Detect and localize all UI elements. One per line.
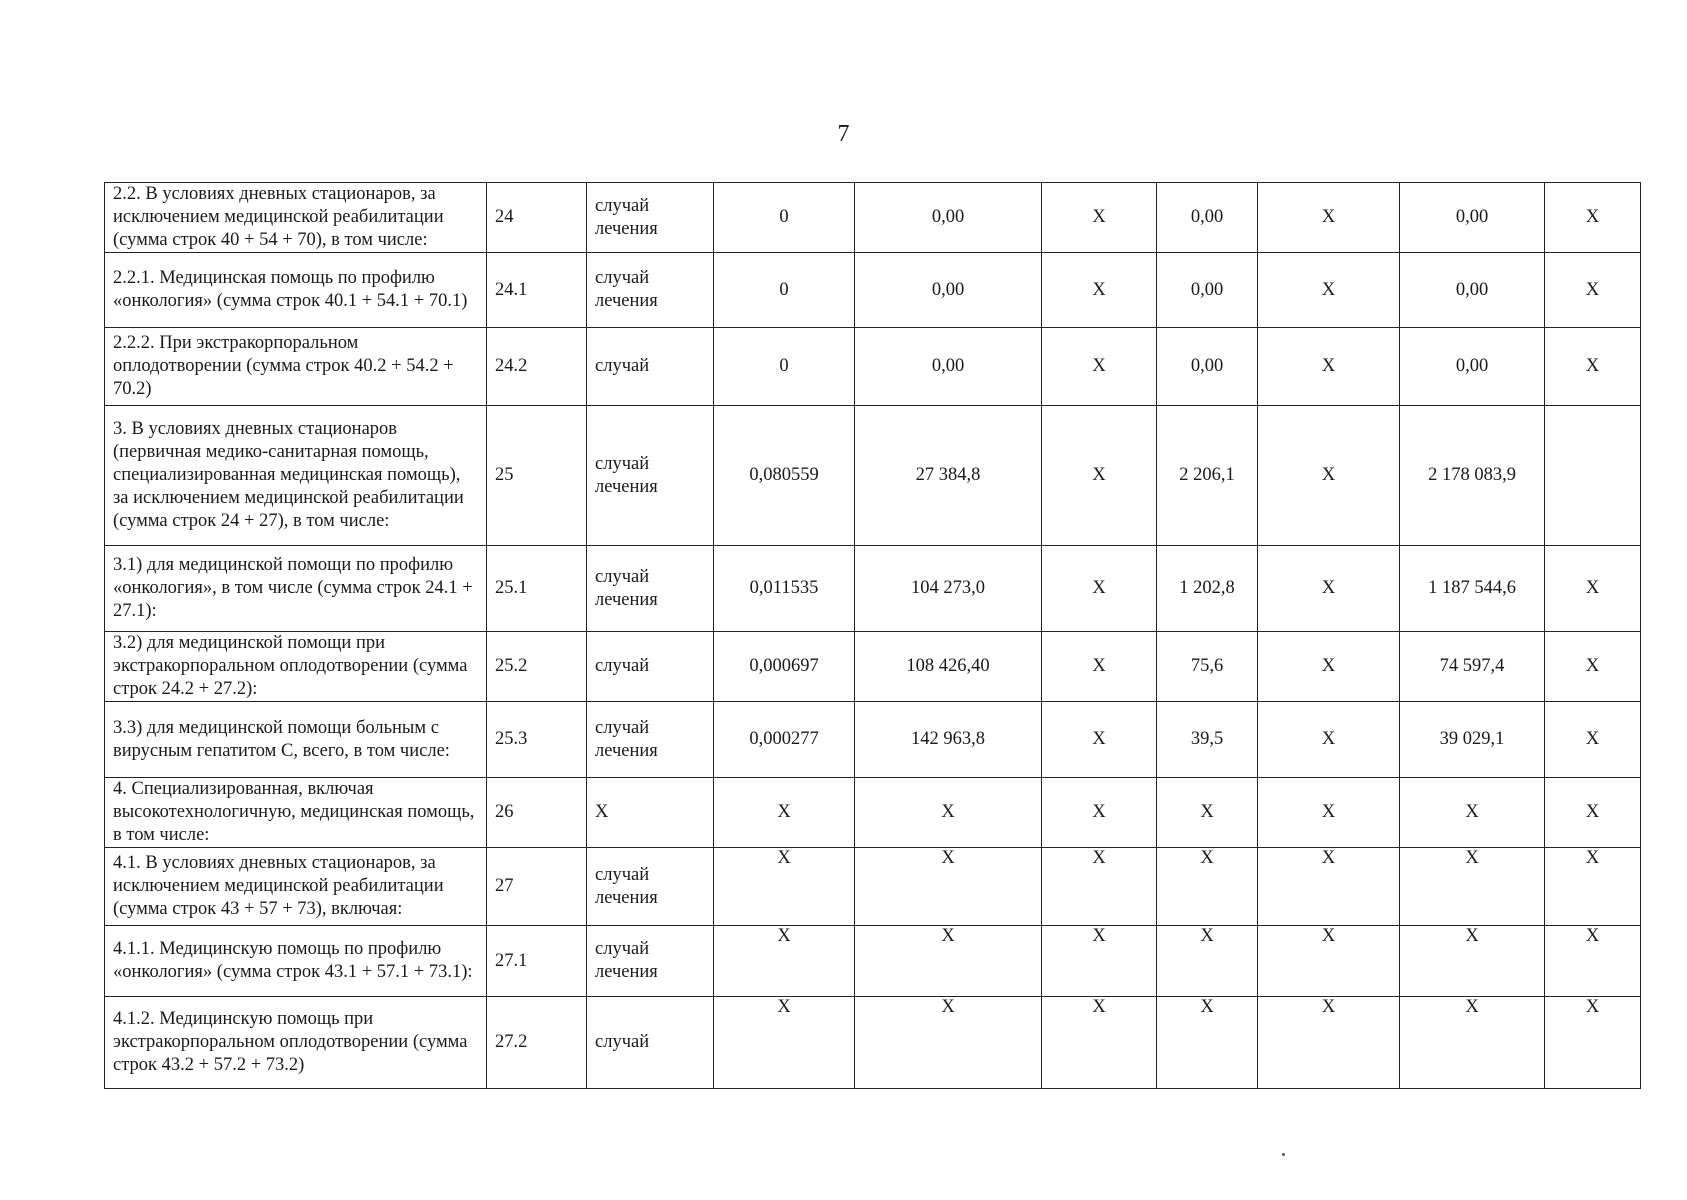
table-row (105, 702, 1641, 778)
table-row (105, 632, 1641, 702)
table-row (105, 546, 1641, 632)
row-description: 2.2.1. Медицинская помощь по профилю «онкология» (сумма строк 40.1 + 54.1 + 70.1) (105, 253, 487, 328)
value-cell: 2 206,1 (1157, 406, 1258, 546)
table-row (105, 328, 1641, 406)
value-cell: 0 (714, 183, 855, 253)
value-cell: 104 273,0 (855, 546, 1042, 632)
value-text: Х (1585, 997, 1600, 1017)
value-cell: 0,011535 (714, 546, 855, 632)
value-text: Х (1092, 997, 1106, 1017)
value-cell: Х (1545, 778, 1641, 848)
row-description: 3.3) для медицинской помощи больным с вирусным гепатитом С, всего, в том числе: (105, 702, 487, 778)
value-cell: 0 (714, 328, 855, 406)
value-cell (1545, 926, 1641, 997)
row-code: 27.1 (487, 926, 587, 997)
value-cell: Х (1042, 253, 1157, 328)
value-cell: 39 029,1 (1400, 702, 1545, 778)
value-cell: 0,00 (855, 183, 1042, 253)
value-cell: Х (1258, 702, 1400, 778)
value-cell: 74 597,4 (1400, 632, 1545, 702)
value-cell (1258, 997, 1400, 1089)
value-cell: 39,5 (1157, 702, 1258, 778)
value-cell (714, 926, 855, 997)
value-cell: 75,6 (1157, 632, 1258, 702)
value-cell: Х (1042, 183, 1157, 253)
value-text: Х (1321, 848, 1336, 868)
data-table (104, 182, 1641, 1089)
row-unit: Х (587, 778, 714, 848)
row-description: 4.1.2. Медицинскую помощь при экстракорпоральном оплодотворении (сумма строк 43.2 + 57.2 + 73.2) (105, 997, 487, 1089)
row-description: 2.2.2. При экстракорпоральном оплодотворении (сумма строк 40.2 + 54.2 + 70.2) (105, 328, 487, 406)
value-cell (855, 848, 1042, 926)
value-cell: Х (1258, 253, 1400, 328)
value-cell: 0,000697 (714, 632, 855, 702)
value-cell (1258, 926, 1400, 997)
row-unit: случай лечения (587, 546, 714, 632)
value-cell: Х (1258, 328, 1400, 406)
value-text: Х (1200, 848, 1214, 868)
value-cell: 0,000277 (714, 702, 855, 778)
value-cell: Х (1545, 328, 1641, 406)
table-row (105, 253, 1641, 328)
table-row (105, 406, 1641, 546)
value-cell: 1 202,8 (1157, 546, 1258, 632)
value-text: Х (777, 848, 791, 868)
row-unit: случай лечения (587, 253, 714, 328)
value-cell: Х (1157, 778, 1258, 848)
value-cell (1545, 997, 1641, 1089)
value-cell (1545, 848, 1641, 926)
value-cell (1400, 848, 1545, 926)
value-text: Х (1585, 926, 1600, 946)
value-text: Х (1585, 848, 1600, 868)
value-cell: 0,00 (855, 253, 1042, 328)
value-cell (855, 997, 1042, 1089)
row-code: 25.2 (487, 632, 587, 702)
row-description: 2.2. В условиях дневных стационаров, за исключением медицинской реабилитации (сумма строк 40 + 54 + 70), в том числе: (105, 183, 487, 253)
value-cell (1400, 926, 1545, 997)
value-cell: Х (1042, 778, 1157, 848)
value-text: Х (777, 997, 791, 1017)
value-text: Х (1200, 926, 1214, 946)
value-cell: Х (1042, 632, 1157, 702)
value-cell (1042, 997, 1157, 1089)
value-cell: Х (1258, 778, 1400, 848)
value-text: Х (1465, 926, 1479, 946)
value-text: Х (941, 997, 955, 1017)
value-text: Х (1321, 926, 1336, 946)
value-cell: Х (1545, 702, 1641, 778)
row-description: 4. Специализированная, включая высокотехнологичную, медицинская помощь, в том числе: (105, 778, 487, 848)
value-cell: 0 (714, 253, 855, 328)
value-cell: Х (1042, 328, 1157, 406)
value-text: Х (1321, 997, 1336, 1017)
row-description: 4.1. В условиях дневных стационаров, за исключением медицинской реабилитации (сумма строк 43 + 57 + 73), включая: (105, 848, 487, 926)
value-cell: Х (1258, 183, 1400, 253)
value-cell (1157, 997, 1258, 1089)
row-code: 27 (487, 848, 587, 926)
row-unit: случай лечения (587, 406, 714, 546)
value-cell: 27 384,8 (855, 406, 1042, 546)
value-cell: 0,00 (1157, 328, 1258, 406)
row-code: 25 (487, 406, 587, 546)
value-text: Х (941, 848, 955, 868)
row-unit: случай лечения (587, 702, 714, 778)
value-cell: Х (1545, 632, 1641, 702)
table-row (105, 926, 1641, 997)
value-cell: Х (1258, 632, 1400, 702)
row-unit: случай (587, 328, 714, 406)
value-cell: Х (1042, 546, 1157, 632)
value-cell: Х (1258, 546, 1400, 632)
row-unit: случай лечения (587, 848, 714, 926)
value-cell: 0,080559 (714, 406, 855, 546)
row-code: 24 (487, 183, 587, 253)
table-row (105, 848, 1641, 926)
value-text: Х (1465, 848, 1479, 868)
value-cell: 2 178 083,9 (1400, 406, 1545, 546)
value-cell: 0,00 (1400, 183, 1545, 253)
value-cell (1258, 848, 1400, 926)
row-description: 4.1.1. Медицинскую помощь по профилю «онкология» (сумма строк 43.1 + 57.1 + 73.1): (105, 926, 487, 997)
row-code: 24.2 (487, 328, 587, 406)
row-code: 26 (487, 778, 587, 848)
row-unit: случай лечения (587, 183, 714, 253)
value-cell (1400, 997, 1545, 1089)
value-cell: Х (1545, 546, 1641, 632)
value-cell: Х (1545, 253, 1641, 328)
row-unit: случай лечения (587, 926, 714, 997)
value-cell: 142 963,8 (855, 702, 1042, 778)
table-row (105, 997, 1641, 1089)
row-code: 24.1 (487, 253, 587, 328)
row-description: 3.2) для медицинской помощи при экстракорпоральном оплодотворении (сумма строк 24.2 + 27.2): (105, 632, 487, 702)
value-text: Х (1200, 997, 1214, 1017)
table-row (105, 183, 1641, 253)
value-cell: 1 187 544,6 (1400, 546, 1545, 632)
value-cell: Х (1042, 702, 1157, 778)
value-text: Х (1092, 848, 1106, 868)
row-code: 25.1 (487, 546, 587, 632)
value-cell: 0,00 (1400, 253, 1545, 328)
row-code: 27.2 (487, 997, 587, 1089)
table-row (105, 778, 1641, 848)
value-cell (855, 926, 1042, 997)
value-cell: 0,00 (855, 328, 1042, 406)
row-code: 25.3 (487, 702, 587, 778)
value-cell: Х (1545, 183, 1641, 253)
value-cell: Х (1258, 406, 1400, 546)
value-cell: Х (1400, 778, 1545, 848)
value-text: Х (777, 926, 791, 946)
value-cell: Х (1042, 406, 1157, 546)
value-cell: 0,00 (1157, 183, 1258, 253)
row-unit: случай (587, 997, 714, 1089)
value-text: Х (1092, 926, 1106, 946)
value-cell (1157, 848, 1258, 926)
value-text: Х (1465, 997, 1479, 1017)
value-cell: 0,00 (1157, 253, 1258, 328)
row-description: 3.1) для медицинской помощи по профилю «онкология», в том числе (сумма строк 24.1 + 27.1): (105, 546, 487, 632)
page-number: 7 (837, 121, 850, 147)
value-cell (714, 997, 855, 1089)
value-cell: 0,00 (1400, 328, 1545, 406)
value-cell (1042, 926, 1157, 997)
row-unit: случай (587, 632, 714, 702)
value-cell (1545, 406, 1641, 546)
value-cell: Х (855, 778, 1042, 848)
value-cell: 108 426,40 (855, 632, 1042, 702)
value-cell (1157, 926, 1258, 997)
value-text: Х (941, 926, 955, 946)
value-cell (1042, 848, 1157, 926)
value-cell (714, 848, 855, 926)
row-description: 3. В условиях дневных стационаров (первичная медико-санитарная помощь, специализированная медицинская помощь), за исключением медицинской реабилитации (сумма строк 24 + 27), в том числе: (105, 406, 487, 546)
scan-dot (1282, 1153, 1285, 1156)
value-cell: Х (714, 778, 855, 848)
